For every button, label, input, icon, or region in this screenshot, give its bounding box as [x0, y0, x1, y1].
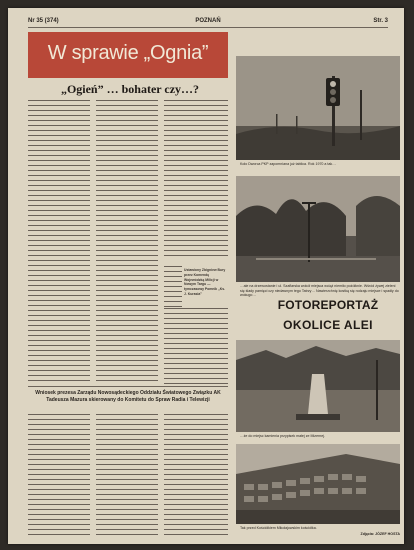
section-name: POZNAŃ [195, 18, 221, 24]
header-rule [28, 27, 388, 28]
photo-credit: Zdjęcia: JÓZEF HOSTA [360, 532, 400, 536]
article-column-2 [96, 100, 158, 382]
article-column-3-bottom [164, 308, 228, 384]
page-header [28, 16, 388, 26]
article-column-3-top [164, 100, 228, 260]
monument-image [236, 340, 400, 432]
article2-column-1 [28, 414, 90, 536]
article-title: W sprawie „Ognia” [47, 42, 209, 64]
article2-column-2 [96, 414, 158, 536]
photo-trees [236, 176, 400, 282]
church-image [236, 444, 400, 524]
article-column-1 [28, 100, 90, 382]
fotoreportaz-heading: FOTOREPORTAŻ [277, 298, 379, 312]
article-subtitle: „Ogień” … bohater czy…? [60, 82, 200, 96]
photo-church [236, 444, 400, 524]
traffic-light-image [236, 56, 400, 160]
article2-headline: Wniosek prezesa Zarządu Nowosądeckiego Oddziału Światowego Związku AK Tadeusza Mazura skierowany do Komitetu do Spraw Radia i Telewizji [35, 390, 221, 403]
trees-image [236, 176, 400, 282]
photo-traffic-light [236, 56, 400, 160]
newspaper-page [8, 8, 404, 544]
article2-column-3 [164, 414, 228, 536]
photo-monument [236, 340, 400, 432]
okolice-alei-heading: OKOLICE ALEI [283, 318, 373, 332]
photo-caption-1: Koło Dworca PKP zapomniana już tablica. Rok 1970 a tak… [240, 162, 336, 166]
photo-caption-3: …że do miejsc kamienia przypisek małej ze Mizernej. [240, 434, 326, 438]
issue-number: Nr 35 (374) [28, 18, 59, 24]
photo-caption-4: Tak przed Kościółkiem Mikołajowskim kościółka. [240, 526, 317, 530]
photo-caption-2: …ale na drzewostanie i ul. Szaflarska wokół miejsca wciąż niemiło pożółknie. Wśród żywej zieleni się ślady pamięci czy niedawnym tego Tatrzy… Nawierzchnię kostką się rodzaju miejsce i spadły do wokugo… [240, 284, 399, 298]
sidebar-note: Ustawiony Zbigniew Bury przez Komendę Wojewódzką Milicji w Nowym Targu — tymczasowy Pomnik „Ks. J. Kurasia” [184, 268, 226, 296]
article-title-box [28, 32, 228, 78]
section-divider [28, 386, 228, 387]
page-number: Str. 3 [373, 18, 388, 24]
article-column-3-left [164, 266, 182, 308]
